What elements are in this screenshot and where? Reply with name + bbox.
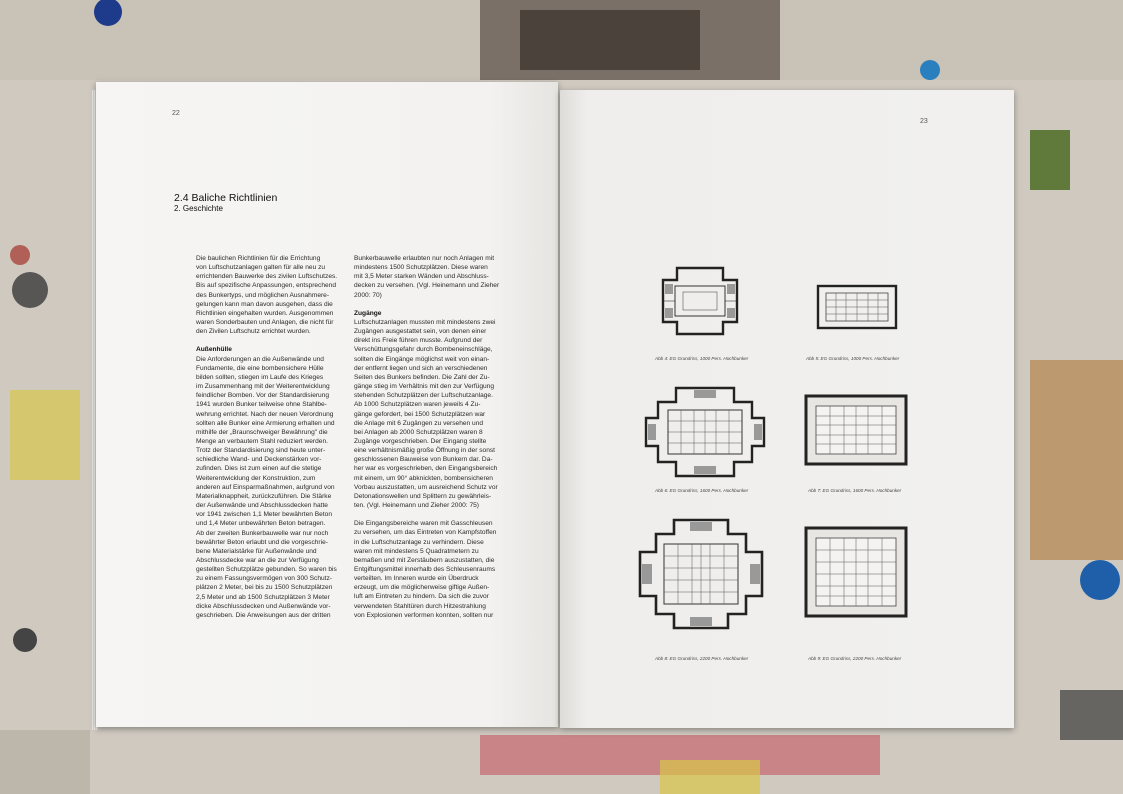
text-line: decken zu versehen. (Vgl. Heinemann und Zieher	[354, 282, 500, 290]
text-line: mithilfe der „Braunschweiger Bewährung" die	[196, 428, 328, 436]
right-page-number: 23	[920, 118, 928, 125]
text-line: bemaßen und mit Zerstäubern auszustatten, die	[354, 556, 495, 564]
text-line: gestellten Schutzplätze gebunden. So waren bis	[196, 566, 337, 574]
text-line: errichtenden Bauwerke des zivilen Luftschutzes.	[196, 273, 338, 281]
text-line: anderen auf Einsparmaßnahmen, aufgrund von	[196, 483, 335, 491]
text-line: 2,5 Meter und ab 1500 Schutzplätzen 3 Meter	[196, 593, 330, 601]
text-column-2	[354, 254, 504, 620]
text-line: mit einem, um 90° abknickten, bombensicheren	[354, 474, 493, 482]
text-line: geschlossenen Bauweise von Bunkern dar. Da-	[354, 456, 493, 464]
text-line: den Zivilen Luftschutz errichtet wurden.	[196, 328, 311, 336]
text-line: Ab der zweiten Bunkerbauwelle war nur noch	[196, 529, 329, 537]
text-line: Detonationswellen und Splittern zu gewährleis-	[354, 492, 492, 500]
text-line: vor 1941 zwischen 1,1 Meter bewährten Beton	[196, 511, 332, 519]
text-line: ten. (Vgl. Heinemann und Zieher 2000: 75)	[354, 502, 479, 510]
left-page	[96, 82, 558, 727]
text-line: Die baulichen Richtlinien für die Errichtung	[196, 255, 321, 262]
text-line: Bunkerbauwelle erlaubten nur noch Anlagen mit	[354, 255, 495, 262]
text-line: der entfernt liegen und sich an verschiedenen	[354, 364, 488, 372]
text-line: Zugängen ausgestattet sein, von denen einer	[354, 328, 487, 336]
text-line: Entgiftungsmittel innerhalb des Schleusenraums	[354, 566, 496, 573]
floorplan-figure-9	[804, 526, 908, 618]
text-line: die Anlage mit 6 Zugängen zu versehen und	[354, 419, 484, 427]
text-line: feindlicher Bomben. Vor der Standardisierung	[196, 392, 330, 400]
text-line: verwendeten Stahltüren durch Hitzestrahlung	[354, 602, 486, 610]
section-heading	[174, 192, 277, 213]
text-line: Bis auf spezifische Anpassungen, entsprechend	[196, 282, 337, 290]
text-line: Materialknappheit, zurückzuführen. Die Stärke	[196, 492, 332, 500]
text-line: Trotz der Standardisierung sind heute unter-	[196, 447, 326, 455]
text-line: Seiten des Bunkers befinden. Die Zahl der Zu-	[354, 373, 490, 381]
floorplan-figure-4	[655, 266, 745, 336]
text-line: Luftschutzanlagen mussten mit mindestens zwei	[354, 318, 496, 326]
text-line: gelungen kann man davon ausgehen, dass die	[196, 300, 333, 308]
floorplan-figure-6	[644, 386, 766, 478]
text-line: bewährter Beton erlaubt und die vorgeschrie-	[196, 538, 328, 546]
heading-zugaenge: Zugänge	[354, 309, 382, 317]
floorplan-figure-7	[804, 394, 908, 466]
text-column-1	[196, 254, 346, 620]
text-line: gänge gefordert, bei 1500 Schutzplätzen war	[354, 410, 486, 418]
column2-intro	[354, 254, 504, 300]
text-line: schiedliche Wand- und Deckenstärken vor-	[196, 456, 322, 464]
text-line: verteilten. Im Inneren wurde ein Überdruck	[354, 575, 479, 583]
text-line: und 1,4 Meter unbewährten Beton betragen.	[196, 520, 326, 528]
text-line: bilden sollten, stiegen im Laufe des Krieges	[196, 373, 324, 381]
text-line: Menge an verbautem Stahl reduziert werden.	[196, 437, 328, 445]
text-line: der Außenwände und Abschlussdecken hatte	[196, 502, 328, 510]
column2-body-2	[354, 519, 504, 620]
text-line: bei Anlagen ab 2000 Schutzplätzen waren 8	[354, 428, 483, 436]
figure-4-caption: Abb 4: EG Grundriss, 1000 Pers. Hochbunker	[655, 356, 749, 361]
text-line: von Explosionen verformen konnten, sollten nur	[354, 611, 494, 619]
text-line: 2000: 70)	[354, 291, 382, 299]
text-line: Richtlinien eingehalten wurden. Ausgenommen	[196, 309, 334, 317]
text-line: waren Sonderbauten und Anlagen, die nicht für	[196, 319, 334, 327]
text-line: Abschlussdecke war an die zur Verfügung	[196, 557, 319, 564]
section-title: 2.4 Baliche Richtlinien	[174, 192, 278, 204]
section-subtitle: 2. Geschichte	[174, 204, 223, 213]
open-book	[92, 82, 1022, 732]
text-line: Zugänge vorgeschrieben. Der Eingang stellte	[354, 437, 487, 445]
heading-aussenhuelle: Außenhülle	[196, 346, 232, 354]
text-line: her war es vorgeschrieben, den Eingangsbereich	[354, 465, 498, 473]
text-line: stehenden Schutzplätzen der Luftschutzanlage.	[354, 392, 493, 400]
figure-6-caption: Abb 6: EG Grundriss, 1600 Pers. Hochbunker	[655, 488, 749, 493]
text-line: Vorbau auszustatten, um ausreichend Schutz vor	[354, 483, 498, 491]
text-line: plätzen 2 Meter, bei bis zu 1500 Schutzplätzen	[196, 584, 333, 592]
text-line: Die Anforderungen an die Außenwände und	[196, 355, 324, 363]
floorplan-figure-5	[816, 284, 898, 330]
text-line: Fundamente, die eine bombensichere Hülle	[196, 364, 324, 372]
text-line: luft am Eintreten zu hindern. Da sich die zuvor	[354, 593, 489, 601]
text-line: sollten die Eingänge möglichst weit von einan-	[354, 355, 490, 363]
text-line: von Luftschutzanlagen galten für alle neu zu	[196, 264, 326, 272]
text-line: eine verhältnismäßig große Öffnung in der sonst	[354, 447, 495, 455]
text-line: Weiterentwicklung der Konstruktion, zum	[196, 474, 316, 482]
text-line: sollten alle Bunker eine Armierung erhalten und	[196, 419, 335, 427]
text-line: in die Luftschutzanlage zu verhindern. Diese	[354, 538, 484, 546]
text-line: erzeugt, um die möglicherweise giftige Außen-	[354, 584, 490, 592]
text-line: zu versehen, um das Eintreten von Kampfstoffen	[354, 529, 497, 537]
text-line: geschrieben. Die Anweisungen aus der dritten	[196, 611, 331, 619]
text-line: waren mit mindestens 5 Quadratmetern zu	[354, 547, 479, 555]
text-line: wehrung errichtet. Nach der neuen Verordnung	[196, 410, 334, 418]
column1-body	[196, 355, 346, 621]
figure-7-caption: Abb 7: EG Grundriss, 1600 Pers. Hochbunker	[808, 488, 902, 493]
text-line: Ab 1000 Schutzplätzen waren jeweils 4 Zu-	[354, 401, 481, 409]
text-line: mindestens 1500 Schutzplätzen. Diese waren	[354, 264, 488, 272]
text-line: gänge stieg im Verhältnis mit den zur Verfügung	[354, 383, 495, 391]
text-line: dicke Abschlussdecken und Außenwände vor-	[196, 602, 331, 610]
right-page	[560, 90, 1014, 728]
text-line: zufinden. Dies ist zum einen auf die stetige	[196, 465, 322, 473]
column1-intro	[196, 254, 346, 336]
text-line: bene Materialstärke für Außenwände und	[196, 547, 317, 555]
figure-8-caption: Abb 8: EG Grundriss, 2200 Pers. Hochbunker	[655, 656, 749, 661]
left-page-number: 22	[172, 110, 180, 117]
text-line: direkt ins Freie führen musste. Aufgrund der	[354, 337, 483, 345]
text-line: des Bunkertyps, und möglichen Ausnahmere-	[196, 291, 330, 299]
figure-9-caption: Abb 9: EG Grundriss, 2200 Pers. Hochbunker	[808, 656, 902, 661]
floorplan-figure-8	[638, 518, 764, 630]
figure-5-caption: Abb 5: EG Grundriss, 1000 Pers. Hochbunker	[806, 356, 900, 361]
text-line: im Zusammenhang mit der Weiterentwicklung	[196, 383, 330, 391]
text-line: Verschüttungsgefahr durch Bombeneinschläge,	[354, 346, 493, 354]
text-line: Die Eingangsbereiche waren mit Gasschleusen	[354, 520, 493, 528]
text-line: zu einem Fassungsvermögen von 300 Schutz-	[196, 575, 332, 583]
text-line: mit 3,5 Meter starken Wänden und Abschluss-	[354, 273, 489, 281]
text-line: 1941 wurden Bunker teilweise ohne Stahlbe-	[196, 401, 327, 409]
column2-body	[354, 318, 504, 510]
